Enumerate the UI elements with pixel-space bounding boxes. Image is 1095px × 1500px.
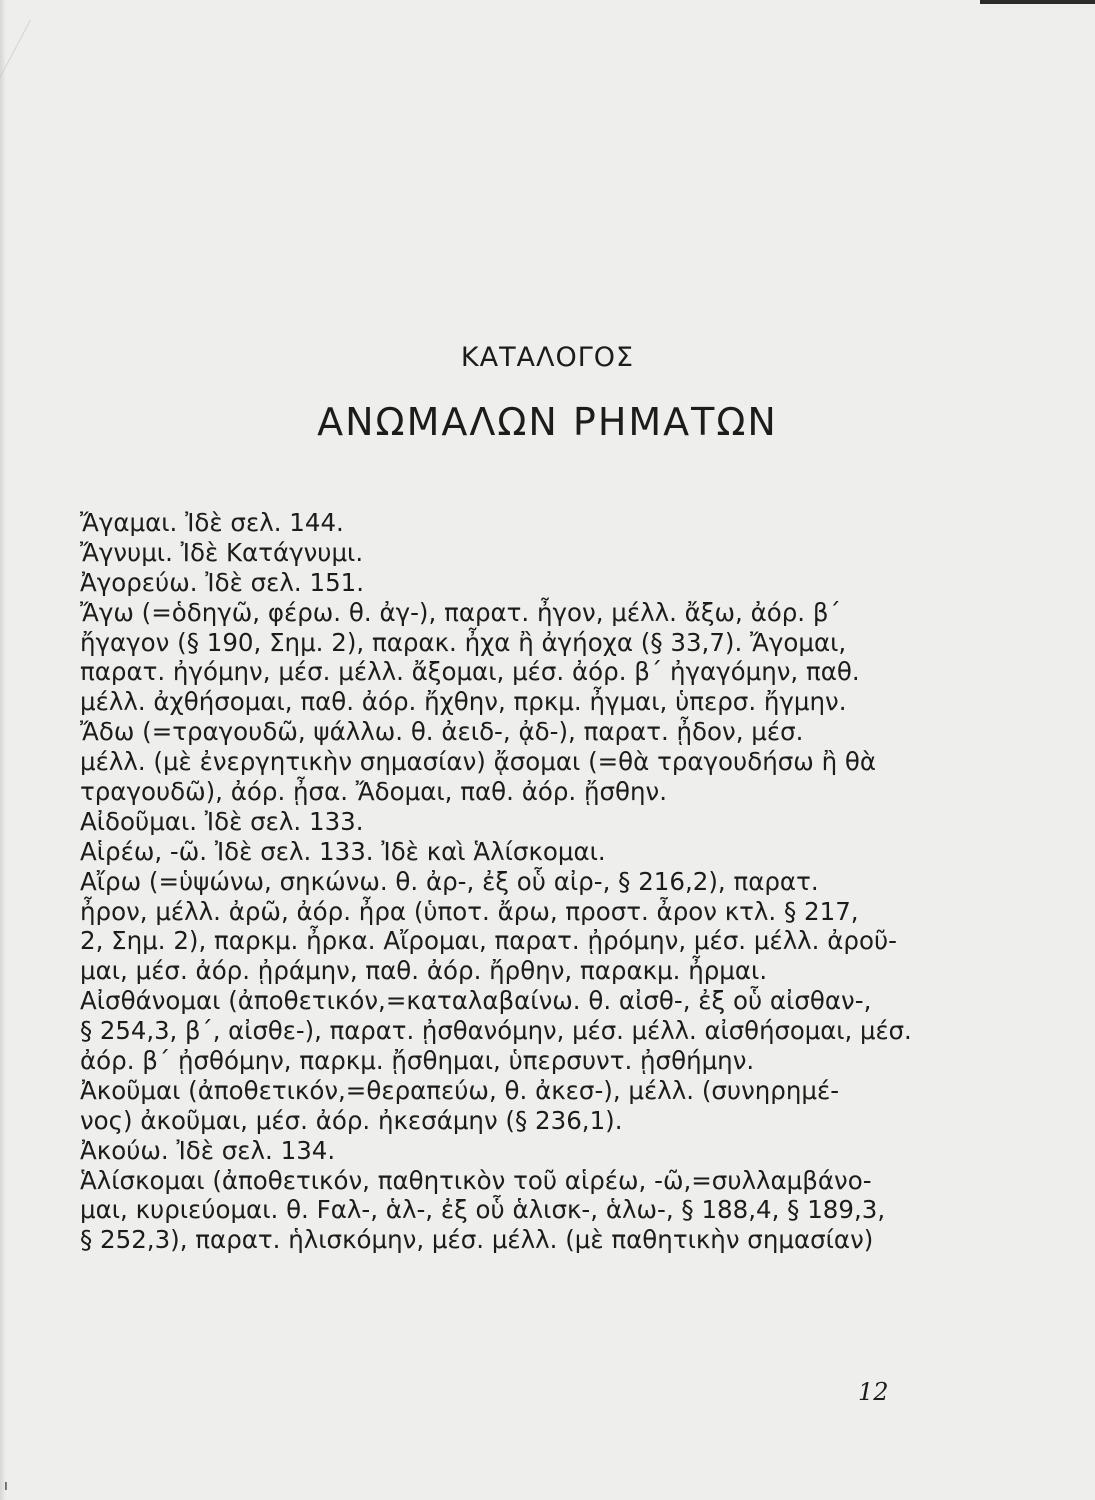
text-line: Αἰδοῦμαι. Ἰδὲ σελ. 133. — [80, 806, 364, 836]
page-edge-shadow — [0, 0, 6, 1500]
text-line: § 252,3), παρατ. ἡλισκόμην, μέσ. μέλλ. (μὲ παθητικὴν σημασίαν) — [80, 1225, 874, 1255]
text-line: Ἀκοῦμαι (ἀποθετικόν,=θεραπεύω, θ. ἀκεσ-), μέλλ. (συνηρημέ- — [80, 1075, 840, 1105]
text-line: μαι, κυριεύομαι. θ. Fαλ-, ἁλ-, ἐξ οὗ ἁλισκ-, ἁλω-, § 188,4, § 189,3, — [80, 1195, 886, 1225]
text-line: Ἄδω (=τραγουδῶ, ψάλλω. θ. ἀειδ-, ᾀδ-), παρατ. ᾖδον, μέσ. — [80, 717, 804, 747]
text-line: Ἁλίσκομαι (ἀποθετικόν, παθητικὸν τοῦ αἱρέω, -ῶ,=συλλαμβάνο- — [80, 1165, 872, 1195]
text-line: ἤγαγον (§ 190, Σημ. 2), παρακ. ἦχα ἢ ἀγήοχα (§ 33,7). Ἄγομαι, — [80, 627, 847, 657]
text-line: μέλλ. (μὲ ἐνεργητικὴν σημασίαν) ᾄσομαι (=θὰ τραγουδήσω ἢ θὰ — [80, 747, 877, 777]
text-line: Ἄγω (=ὁδηγῶ, φέρω. θ. ἀγ-), παρατ. ἦγον, μέλλ. ἄξω, ἀόρ. β΄ — [80, 597, 841, 627]
corner-mark: ı — [4, 1478, 8, 1494]
text-line: 2, Σημ. 2), παρκμ. ἦρκα. Αἴρομαι, παρατ. ᾐρόμην, μέσ. μέλλ. ἀροῦ- — [80, 926, 897, 956]
text-line: τραγουδῶ), ἀόρ. ᾖσα. Ἄδομαι, παθ. ἀόρ. ᾔσθην. — [80, 777, 668, 807]
text-line: § 254,3, β΄, αἰσθε-), παρατ. ᾐσθανόμην, μέσ. μέλλ. αἰσθήσομαι, μέσ. — [80, 1016, 912, 1046]
page-number: 12 — [858, 1378, 889, 1406]
text-line: παρατ. ἠγόμην, μέσ. μέλλ. ἄξομαι, μέσ. ἀόρ. β΄ ἠγαγόμην, παθ. — [80, 657, 860, 687]
text-line: ἀόρ. β΄ ᾐσθόμην, παρκμ. ᾔσθημαι, ὑπερσυντ. ᾐσθήμην. — [80, 1046, 755, 1076]
page-curl-line — [0, 20, 151, 220]
text-line: μέλλ. ἀχθήσομαι, παθ. ἀόρ. ἤχθην, πρκμ. ἦγμαι, ὑπερσ. ἤγμην. — [80, 687, 847, 717]
text-line: μαι, μέσ. ἀόρ. ᾐράμην, παθ. ἀόρ. ἤρθην, παρακμ. ἦρμαι. — [80, 956, 768, 986]
catalog-heading: ΚΑΤΑΛΟΓΟΣ — [460, 342, 635, 373]
text-line: Ἀκούω. Ἰδὲ σελ. 134. — [80, 1135, 336, 1165]
top-edge-rule — [980, 0, 1095, 4]
page-title: ΑΝΩΜΑΛΩΝ ΡΗΜΑΤΩΝ — [317, 400, 778, 444]
text-line: Ἄγνυμι. Ἰδὲ Κατάγνυμι. — [80, 537, 364, 567]
text-line: Ἀγορεύω. Ἰδὲ σελ. 151. — [80, 567, 365, 597]
text-line: Αἴρω (=ὑψώνω, σηκώνω. θ. ἀρ-, ἐξ οὗ αἰρ-, § 216,2), παρατ. — [80, 866, 819, 896]
text-line: Αἱρέω, -ῶ. Ἰδὲ σελ. 133. Ἰδὲ καὶ Ἁλίσκομαι. — [80, 836, 606, 866]
text-line: ἦρον, μέλλ. ἀρῶ, ἀόρ. ἦρα (ὑποτ. ἄρω, προστ. ἆρον κτλ. § 217, — [80, 896, 859, 926]
text-line: Ἄγαμαι. Ἰδὲ σελ. 144. — [80, 508, 344, 537]
text-line: νος) ἀκοῦμαι, μέσ. ἀόρ. ἠκεσάμην (§ 236,1). — [80, 1105, 623, 1135]
text-line: Αἰσθάνομαι (ἀποθετικόν,=καταλαβαίνω. θ. αἰσθ-, ἐξ οὗ αἰσθαν-, — [80, 986, 872, 1016]
verb-entries — [80, 508, 912, 1255]
